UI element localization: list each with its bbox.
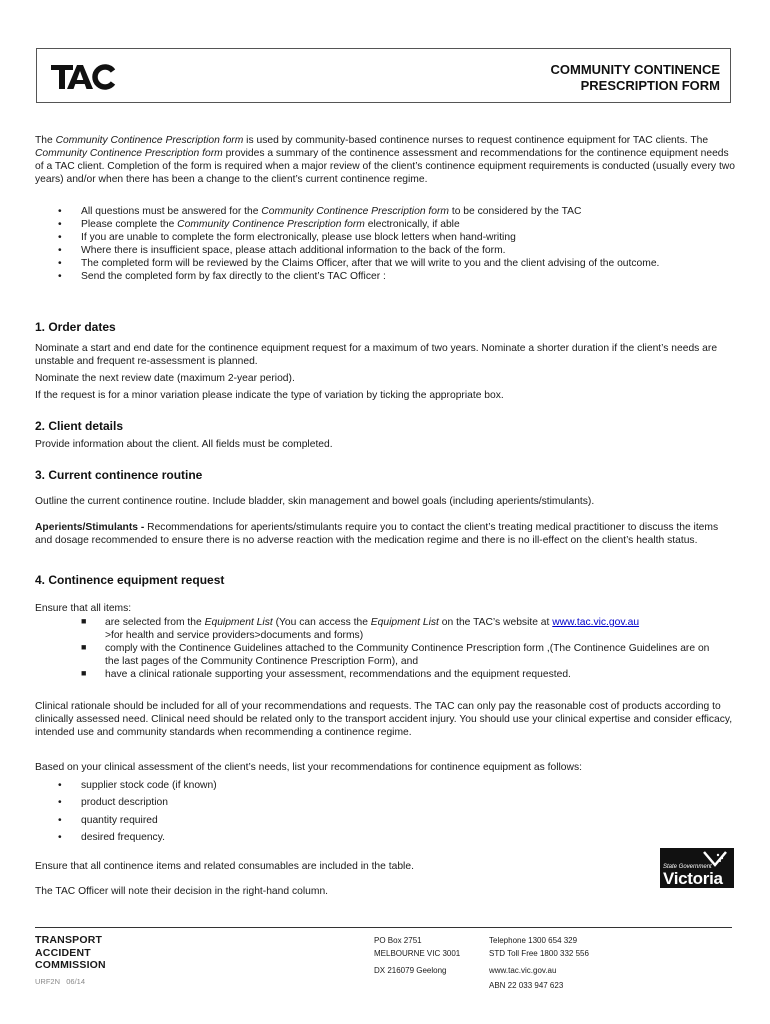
tac-logo-mark [51, 63, 117, 91]
list-item: • The completed form will be reviewed by the Claims Officer, after that we will write to you and the client advising of the outcome. [58, 258, 660, 269]
continence-routine-text: Outline the current continence routine. Include bladder, skin management and bowel goals (including aperients/stimulants). [35, 496, 595, 507]
header-box [36, 48, 731, 103]
list-item: ■ comply with the Continence Guidelines attached to the Community Continence Prescription form ,(The Continence Guidelines are on the last pages of the Community Continence Prescription Form), and [81, 642, 710, 667]
section-heading-continence-routine: 3. Current continence routine [35, 468, 203, 482]
form-title-line1: COMMUNITY CONTINENCE [550, 62, 720, 77]
list-item: • Send the completed form by fax directly to the client’s TAC Officer : [58, 271, 386, 282]
footer-po-box: PO Box 2751 [374, 936, 422, 945]
list-item: • supplier stock code (if known) [58, 780, 217, 791]
tac-logo [51, 63, 117, 95]
form-title-line2: PRESCRIPTION FORM [580, 78, 720, 93]
list-item: • If you are unable to complete the form electronically, please use block letters when hand-writing [58, 232, 516, 243]
order-dates-text: If the request is for a minor variation please indicate the type of variation by ticking the appropriate box. [35, 390, 504, 401]
footer-contact [489, 934, 589, 992]
footer-abn: ABN 22 033 947 623 [489, 981, 564, 990]
aperients-label: Aperients/Stimulants - [35, 522, 148, 533]
intro-form-name: Community Continence Prescription form [55, 135, 244, 146]
list-item: ■ are selected from the Equipment List (You can access the Equipment List on the TAC’s website at www.tac.vic.gov.au >for health and service providers>documents and forms) [81, 616, 640, 641]
victoria-government-logo [660, 848, 734, 888]
form-title [551, 62, 720, 94]
order-dates-text: Nominate a start and end date for the continence equipment request for a maximum of two years. Nominate a shorter duration if the client’s needs are unstable and frequent re-assessment is planned. [35, 343, 718, 367]
list-item: ■ have a clinical rationale supporting your assessment, recommendations and the equipment requested. [81, 668, 571, 680]
section-heading-order-dates: 1. Order dates [35, 320, 116, 334]
footer-org-line: TRANSPORT [35, 934, 103, 946]
footer-telephone: Telephone 1300 654 329 [489, 936, 578, 945]
intro-paragraph [35, 134, 735, 186]
footer-tollfree: STD Toll Free 1800 332 556 [489, 949, 589, 958]
intro-form-name: Community Continence Prescription form [35, 148, 223, 159]
list-item: • product description [58, 797, 169, 809]
recommendations-intro-text: Based on your clinical assessment of the client’s needs, list your recommendations for continence equipment as follows: [35, 762, 582, 773]
footer-divider [35, 927, 732, 928]
footer-postal-address [374, 934, 460, 977]
section-heading-equipment-request: 4. Continence equipment request [35, 573, 225, 587]
section-heading-client-details: 2. Client details [35, 419, 124, 433]
aperients-body: Recommendations for aperients/stimulants require you to contact the client’s treating medical practitioner to discuss the items and dosage recommended to ensure there is no adverse reaction with the medication regime and there is no ill-effect on the client’s health status. [35, 522, 719, 546]
list-item: • Where there is insufficient space, please attach additional information to the back of the form. [58, 245, 506, 256]
footer-website[interactable]: www.tac.vic.gov.au [489, 966, 557, 975]
ensure-consumables-text: Ensure that all continence items and related consumables are included in the table. [35, 861, 414, 872]
victoria-logo-text: Victoria [663, 869, 723, 888]
intro-text: is used by community-based continence nurses to request continence equipment for TAC clients. The [243, 135, 709, 146]
list-item: • All questions must be answered for the Community Continence Prescription form to be considered by the TAC [58, 206, 582, 217]
clinical-rationale-text: Clinical rationale should be included for all of your recommendations and requests. The TAC can only pay the reasonable cost of products according to clinically assessed need. Clinical need should be related only to the transport accident injury. You should use your clinical expertise and consider efficacy, intended use and community standards when recommending a continence regime. [35, 701, 733, 738]
form-code: URF2N 06/14 [35, 977, 86, 986]
aperients-text [35, 521, 735, 547]
footer-org-line: COMMISSION [35, 959, 106, 971]
footer-dx: DX 216079 Geelong [374, 966, 447, 975]
footer-organisation [35, 934, 106, 972]
order-dates-text: Nominate the next review date (maximum 2-year period). [35, 373, 295, 384]
footer-org-line: ACCIDENT [35, 946, 91, 959]
tac-website-link[interactable]: www.tac.vic.gov.au [552, 617, 640, 628]
requirements-list [35, 616, 715, 681]
list-item: • desired frequency. [58, 831, 165, 843]
list-item: • quantity required [58, 814, 158, 826]
footer-city: MELBOURNE VIC 3001 [374, 949, 461, 958]
recommendation-fields-list [35, 777, 735, 846]
client-details-text: Provide information about the client. All fields must be completed. [35, 439, 333, 450]
intro-text: The [35, 135, 56, 146]
victoria-logo-small: State Government [663, 864, 712, 870]
tac-officer-text: The TAC Officer will note their decision in the right-hand column. [35, 886, 329, 897]
list-item: • Please complete the Community Continence Prescription form electronically, if able [58, 219, 460, 230]
instructions-list [35, 205, 725, 283]
ensure-items-text: Ensure that all items: [35, 603, 132, 614]
intro-text: provides a summary of the continence assessment and recommendations for the continence equipment needs of a TAC client. Completion of the form is required when a major review of the client’s continence equipment requirements is conducted (usually every two years) and/or when there has been a change to the client’s current continence regime. [35, 148, 735, 185]
